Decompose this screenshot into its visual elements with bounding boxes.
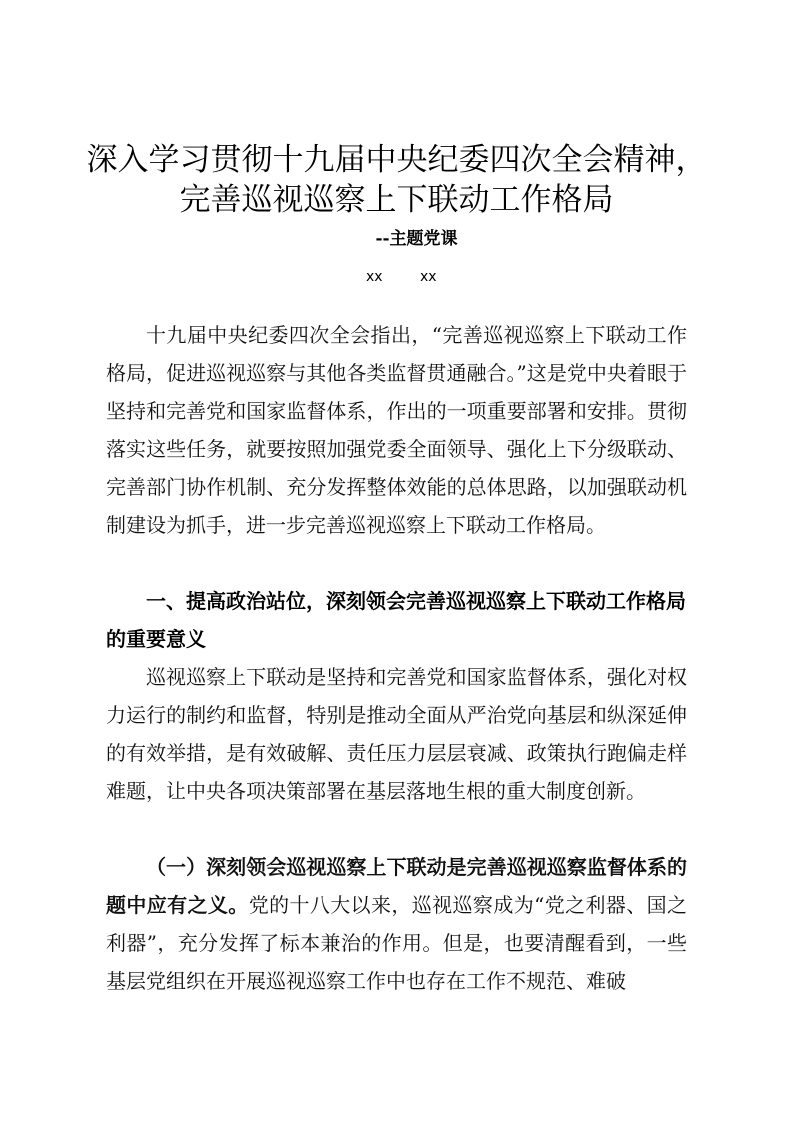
author-name-left: xx [366,269,383,285]
author-name-right: xx [420,269,437,285]
section-1-paragraph: 巡视巡察上下联动是坚持和完善党和国家监督体系，强化对权力运行的制约和监督，特别是推动全面从严治党向基层和纵深延伸的有效举措，是有效破解、责任压力层层衰减、政策执行跑偏走样难题，让中央各项决策部署在基层落地生根的重大制度创新。 [106,665,687,803]
document-subtitle: --主题党课 [375,229,458,249]
subsection-heading-1: （一）深刻领会巡视巡察上下联动是完善巡视巡察监督体系的题中应有之义。 [106,855,687,917]
document-title-line2: 完善巡视巡察上下联动工作格局 [179,182,614,218]
subsection-1-text: 党的十八大以来，巡视巡察成为“党之利器、国之利器”，充分发挥了标本兼治的作用。但是，也要清醒看到，一些基层党组织在开展巡视巡察工作中也存在工作不规范、难破 [106,893,688,993]
subsection-1-paragraph [106,848,687,1000]
document-title-line1: 深入学习贯彻十九届中央纪委四次全会精神， [86,142,707,178]
intro-paragraph: 十九届中央纪委四次全会指出，“完善巡视巡察上下联动工作格局，促进巡视巡察与其他各类监督贯通融合。”这是党中央着眼于坚持和完善党和国家监督体系，作出的一项重要部署和安排。贯彻落实这些任务，就要按照加强党委全面领导、强化上下分级联动、完善部门协作机制、充分发挥整体效能的总体思路，以加强联动机制建设为抓手，进一步完善巡视巡察上下联动工作格局。 [106,323,687,537]
section-heading-1: 一、提高政治站位，深刻领会完善巡视巡察上下联动工作格局的重要意义 [106,589,686,651]
